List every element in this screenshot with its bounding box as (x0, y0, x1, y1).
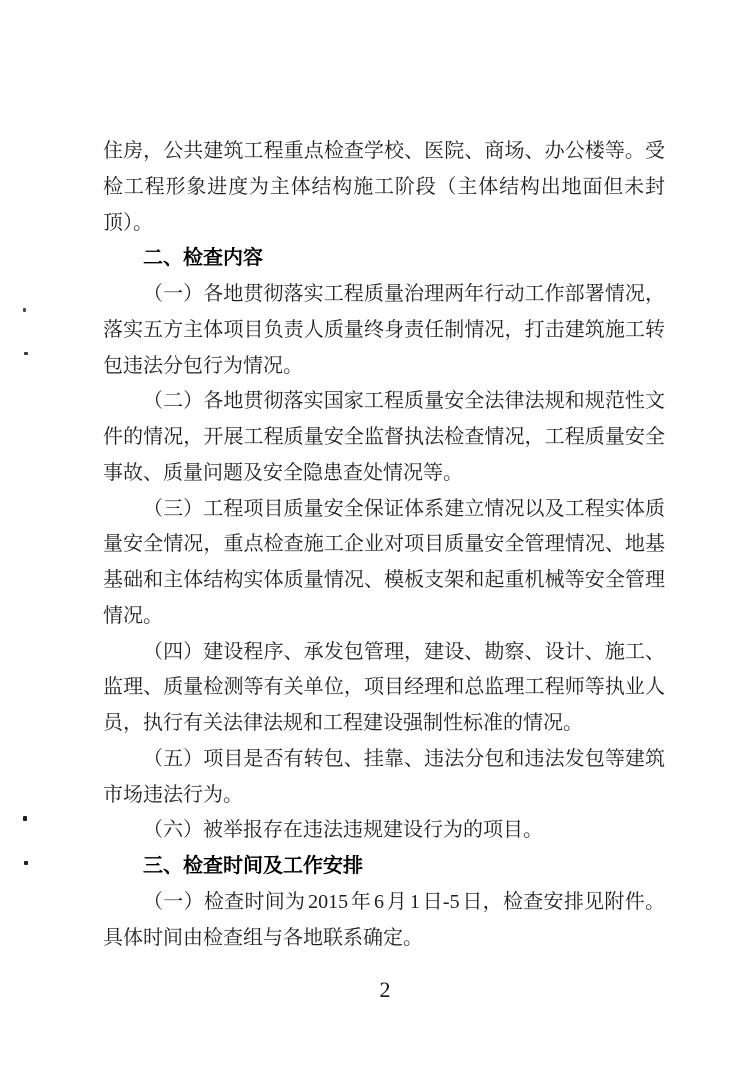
text-line: （六）被举报存在违法违规建设行为的项目。 (143, 819, 543, 842)
paragraph (103, 384, 665, 491)
text-line: （二）各地贯彻落实国家工程质量安全法律法规和规范性文 (143, 390, 665, 413)
text-line: 件的情况，开展工程质量安全监督执法检查情况，工程质量安全 (103, 426, 665, 448)
text-line: 检工程形象进度为主体结构施工阶段（主体结构出地面但未封 (103, 175, 665, 198)
section-heading (103, 849, 665, 885)
text-line: 量安全情况，重点检查施工企业对项目质量安全管理情况、地基 (103, 533, 665, 556)
paragraph (103, 885, 665, 957)
text-line: 事故、质量问题及安全隐患查处情况等。 (103, 461, 463, 484)
document-body (103, 134, 665, 956)
text-line: 监理、质量检测等有关单位，项目经理和总监理工程师等执业人 (103, 676, 665, 699)
paragraph (103, 492, 665, 635)
text-line: （五）项目是否有转包、挂靠、违法分包和违法发包等建筑 (143, 747, 665, 770)
paragraph (103, 635, 665, 742)
paragraph (103, 134, 665, 241)
paragraph (103, 813, 665, 849)
scan-speck (23, 308, 26, 312)
text-line: （一）各地贯彻落实工程质量治理两年行动工作部署情况， (143, 283, 665, 305)
text-line: 包违法分包行为情况。 (103, 354, 303, 377)
text-line: 基础和主体结构实体质量情况、模板支架和起重机械等安全管理 (103, 569, 665, 591)
paragraph (103, 277, 665, 384)
section-heading (103, 241, 665, 277)
paragraph (103, 742, 665, 814)
heading-line: 二、检查内容 (143, 247, 263, 270)
text-line: 市场违法行为。 (103, 783, 243, 806)
text-line: 住房，公共建筑工程重点检查学校、医院、商场、办公楼等。受 (103, 140, 665, 162)
text-line: 情况。 (103, 604, 163, 627)
scan-speck (24, 861, 28, 865)
text-line: 具体时间由检查组与各地联系确定。 (103, 926, 423, 949)
text-line: 落实五方主体项目负责人质量终身责任制情况，打击建筑施工转 (103, 318, 665, 341)
text-line: 顶）。 (103, 211, 153, 234)
page-number: 2 (379, 977, 391, 1002)
scan-speck (23, 816, 27, 821)
text-line: 员，执行有关法律法规和工程建设强制性标准的情况。 (103, 712, 583, 734)
text-line: （一）检查时间为 2015 年 6 月 1 日-5 日，检查安排见附件。 (143, 890, 665, 913)
text-line: （三）工程项目质量安全保证体系建立情况以及工程实体质 (143, 497, 665, 520)
text-line: （四）建设程序、承发包管理，建设、勘察、设计、施工、 (143, 640, 665, 663)
scan-speck (24, 352, 28, 355)
heading-line: 三、检查时间及工作安排 (143, 855, 363, 877)
